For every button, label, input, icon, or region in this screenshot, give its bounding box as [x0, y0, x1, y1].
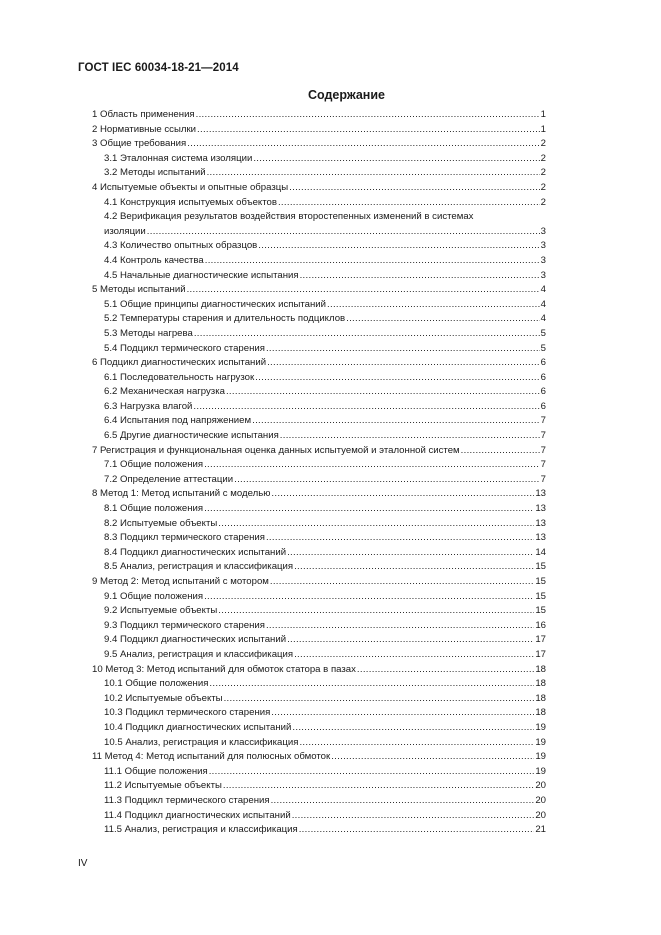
toc-entry-page: 18 — [535, 678, 546, 690]
toc-dot-leader — [258, 239, 539, 254]
toc-entry-title: 11.4 Подцикл диагностических испытаний — [104, 809, 291, 821]
toc-entry[interactable] — [78, 385, 546, 400]
toc-entry[interactable] — [78, 663, 546, 678]
toc-entry-page: 18 — [535, 707, 546, 719]
toc-entry[interactable] — [78, 342, 546, 357]
toc-dot-leader — [218, 604, 534, 619]
toc-entry-title: 2 Нормативные ссылки — [92, 123, 197, 135]
toc-entry-title: 4.5 Начальные диагностические испытания — [104, 269, 299, 281]
toc-entry-title: 10.2 Испытуемые объекты — [104, 692, 223, 704]
toc-entry-title: 10.4 Подцикл диагностических испытаний — [104, 721, 292, 733]
toc-dot-leader — [209, 765, 535, 780]
toc-entry-title: 7.1 Общие положения — [104, 459, 204, 471]
toc-entry-page: 20 — [535, 780, 546, 792]
toc-dot-leader — [271, 794, 535, 809]
toc-entry-page: 21 — [535, 824, 546, 836]
toc-dot-leader — [187, 137, 539, 152]
toc-entry-page: 2 — [540, 138, 546, 150]
toc-entry[interactable] — [78, 633, 546, 648]
toc-entry-title: 11.1 Общие положения — [104, 765, 208, 777]
toc-entry-page: 2 — [540, 181, 546, 193]
toc-entry[interactable] — [78, 823, 546, 838]
toc-entry-title: 3 Общие требования — [92, 138, 187, 150]
toc-entry[interactable] — [78, 225, 546, 240]
toc-dot-leader — [209, 677, 534, 692]
toc-dot-leader — [204, 458, 540, 473]
toc-entry-title: 10.5 Анализ, регистрация и классификация — [104, 736, 299, 748]
toc-entry-title: 11.5 Анализ, регистрация и классификация — [104, 824, 298, 836]
toc-title — [0, 88, 661, 102]
toc-entry-page: 1 — [540, 123, 546, 135]
toc-entry-title: 5.3 Методы нагрева — [104, 327, 193, 339]
toc-entry-page: 1 — [540, 109, 546, 120]
toc-entry-page: 3 — [540, 240, 546, 252]
toc-entry-title: 11.3 Подцикл термического старения — [104, 794, 270, 806]
toc-entry-page: 18 — [535, 692, 546, 704]
toc-entry-page: 15 — [535, 590, 546, 602]
toc-entry-title: 3.2 Методы испытаний — [104, 167, 206, 179]
toc-entry-title: 10 Метод 3: Метод испытаний для обмоток статора в пазах — [92, 663, 356, 675]
toc-entry-page: 15 — [535, 605, 546, 617]
toc-entry[interactable] — [78, 765, 546, 780]
toc-entry[interactable] — [78, 429, 546, 444]
toc-entry-title: 10.1 Общие положения — [104, 678, 209, 690]
toc-entry-title: 7 Регистрация и функциональная оценка данных испытуемой и эталонной систем — [92, 444, 460, 456]
toc-dot-leader — [271, 706, 534, 721]
toc-entry[interactable] — [78, 269, 546, 284]
toc-entry[interactable] — [78, 546, 546, 561]
toc-entry[interactable] — [78, 692, 546, 707]
toc-entry[interactable] — [78, 750, 546, 765]
toc-entry-page: 15 — [535, 561, 546, 573]
toc-entry-title: 6.4 Испытания под напряжением — [104, 415, 252, 427]
toc-dot-leader — [218, 517, 534, 532]
toc-entry-page: 20 — [535, 809, 546, 821]
toc-dot-leader — [226, 385, 540, 400]
toc-dot-leader — [289, 181, 540, 196]
toc-dot-leader — [252, 414, 540, 429]
toc-dot-leader — [266, 531, 534, 546]
toc-entry-page: 13 — [535, 488, 546, 500]
toc-entry-page: 7 — [540, 444, 546, 456]
toc-dot-leader — [255, 371, 539, 386]
toc-entry-page: 19 — [535, 721, 546, 733]
toc-entry[interactable] — [78, 794, 546, 809]
toc-entry-page: 20 — [535, 794, 546, 806]
document-standard-header: ГОСТ IEC 60034-18-21—2014 — [78, 62, 239, 74]
toc-entry-title: 8.2 Испытуемые объекты — [104, 517, 218, 529]
toc-entry-title: 8 Метод 1: Метод испытаний с моделью — [92, 488, 271, 500]
toc-entry-page: 6 — [540, 357, 546, 369]
toc-dot-leader — [196, 108, 540, 123]
toc-dot-leader — [253, 152, 539, 167]
toc-entry[interactable] — [78, 254, 546, 269]
toc-entry[interactable] — [78, 648, 546, 663]
toc-entry[interactable] — [78, 706, 546, 721]
toc-entry-title: 5 Методы испытаний — [92, 284, 186, 296]
toc-entry[interactable] — [78, 575, 546, 590]
toc-entry-page: 13 — [535, 503, 546, 515]
toc-dot-leader — [197, 123, 540, 138]
toc-entry-page: 17 — [535, 634, 546, 646]
toc-entry-title: 4.3 Количество опытных образцов — [104, 240, 258, 252]
toc-title-text: Содержание — [307, 88, 385, 102]
toc-entry[interactable] — [78, 619, 546, 634]
toc-entry[interactable] — [78, 809, 546, 824]
toc-entry-title: 6.3 Нагрузка влагой — [104, 400, 193, 412]
toc-entry-title: 8.3 Подцикл термического старения — [104, 532, 265, 544]
toc-entry[interactable] — [78, 371, 546, 386]
toc-entry-page: 15 — [535, 576, 546, 587]
toc-entry-page: 4 — [540, 284, 546, 296]
toc-entry[interactable] — [78, 604, 546, 619]
toc-entry-page: 19 — [535, 751, 546, 763]
toc-entry[interactable] — [78, 356, 546, 371]
toc-dot-leader — [294, 648, 534, 663]
toc-entry[interactable] — [78, 590, 546, 605]
toc-dot-leader — [187, 283, 540, 298]
toc-dot-leader — [299, 736, 534, 751]
toc-entry-title: 9.5 Анализ, регистрация и классификация — [104, 648, 294, 660]
toc-entry-title: 11 Метод 4: Метод испытаний для полюсных обмоток — [92, 751, 331, 763]
toc-dot-leader — [357, 663, 534, 678]
toc-entry-page: 18 — [535, 663, 546, 675]
toc-entry-title: изоляции — [104, 225, 146, 237]
toc-entry-title: 4.4 Контроль качества — [104, 254, 204, 266]
toc-entry[interactable] — [78, 414, 546, 429]
toc-entry[interactable] — [78, 312, 546, 327]
toc-entry-title: 1 Область применения — [92, 109, 195, 120]
toc-dot-leader — [300, 269, 540, 284]
toc-dot-leader — [223, 779, 534, 794]
toc-entry[interactable] — [78, 736, 546, 751]
toc-entry-title: 11.2 Испытуемые объекты — [104, 780, 222, 792]
toc-entry-page: 13 — [535, 517, 546, 529]
toc-entry-page: 3 — [540, 254, 546, 266]
toc-entry[interactable] — [78, 444, 546, 459]
page-number: IV — [78, 858, 88, 869]
toc-entry[interactable] — [78, 196, 546, 211]
table-of-contents — [78, 108, 546, 838]
toc-dot-leader — [346, 312, 540, 327]
toc-dot-leader — [234, 473, 540, 488]
toc-entry[interactable] — [78, 517, 546, 532]
toc-entry[interactable] — [78, 239, 546, 254]
toc-entry-title: 6.2 Механическая нагрузка — [104, 386, 225, 398]
toc-entry-title: 10.3 Подцикл термического старения — [104, 707, 271, 719]
toc-entry[interactable] — [78, 137, 546, 152]
toc-entry-title: 7.2 Определение аттестации — [104, 473, 234, 485]
toc-entry[interactable] — [78, 502, 546, 517]
toc-entry-page: 19 — [535, 765, 546, 777]
toc-entry-title: 9 Метод 2: Метод испытаний с мотором — [92, 576, 269, 587]
toc-dot-leader — [278, 196, 540, 211]
toc-entry-title: 9.3 Подцикл термического старения — [104, 619, 265, 631]
toc-entry[interactable] — [78, 779, 546, 794]
toc-dot-leader — [287, 633, 534, 648]
toc-entry-page: 7 — [540, 430, 546, 442]
toc-dot-leader — [205, 254, 540, 269]
toc-entry-title: 5.4 Подцикл термического старения — [104, 342, 265, 354]
toc-entry[interactable] — [78, 283, 546, 298]
toc-entry[interactable] — [78, 181, 546, 196]
toc-entry[interactable] — [78, 166, 546, 181]
toc-entry-title: 8.1 Общие положения — [104, 503, 204, 515]
toc-dot-leader — [292, 721, 534, 736]
toc-entry-page: 16 — [535, 619, 546, 631]
toc-entry-page: 5 — [540, 327, 546, 339]
toc-entry-page: 14 — [535, 546, 546, 558]
toc-dot-leader — [270, 575, 534, 590]
toc-entry-page: 19 — [535, 736, 546, 748]
toc-entry-page: 5 — [540, 342, 546, 354]
toc-entry-page: 2 — [540, 152, 546, 164]
toc-dot-leader — [327, 298, 540, 313]
toc-entry-title: 9.2 Испытуемые объекты — [104, 605, 218, 617]
toc-entry-page: 4 — [540, 298, 546, 310]
toc-dot-leader — [204, 590, 534, 605]
toc-dot-leader — [207, 166, 540, 181]
toc-entry[interactable] — [78, 531, 546, 546]
toc-entry-page: 7 — [540, 459, 546, 471]
toc-entry[interactable] — [78, 473, 546, 488]
toc-entry[interactable] — [78, 298, 546, 313]
toc-entry[interactable] — [78, 677, 546, 692]
toc-entry-title: 8.4 Подцикл диагностических испытаний — [104, 546, 287, 558]
toc-dot-leader — [331, 750, 534, 765]
toc-dot-leader — [267, 356, 540, 371]
toc-dot-leader — [266, 342, 540, 357]
toc-entry-title: 6.5 Другие диагностические испытания — [104, 430, 279, 442]
toc-entry-title: 9.4 Подцикл диагностических испытаний — [104, 634, 287, 646]
toc-entry-page: 3 — [540, 225, 546, 237]
toc-dot-leader — [294, 560, 534, 575]
toc-dot-leader — [292, 809, 535, 824]
toc-entry[interactable] — [78, 458, 546, 473]
toc-entry-title: 3.1 Эталонная система изоляции — [104, 152, 253, 164]
toc-entry-page: 2 — [540, 196, 546, 208]
toc-entry-wrapped-line: 4.2 Верификация результатов воздействия второстепенных изменений в системах — [104, 211, 474, 223]
toc-entry[interactable] — [78, 152, 546, 167]
toc-entry[interactable] — [78, 108, 546, 123]
toc-dot-leader — [271, 487, 534, 502]
toc-entry-title: 8.5 Анализ, регистрация и классификация — [104, 561, 294, 573]
toc-dot-leader — [280, 429, 540, 444]
toc-entry-page: 17 — [535, 648, 546, 660]
toc-entry-title: 5.1 Общие принципы диагностических испытаний — [104, 298, 327, 310]
toc-entry[interactable] — [78, 721, 546, 736]
toc-dot-leader — [193, 400, 539, 415]
toc-entry-title: 6.1 Последовательность нагрузок — [104, 371, 255, 383]
toc-entry-title: 4 Испытуемые объекты и опытные образцы — [92, 181, 289, 193]
toc-entry[interactable] — [78, 123, 546, 138]
toc-dot-leader — [224, 692, 535, 707]
toc-entry-page: 2 — [540, 167, 546, 179]
toc-entry-page: 4 — [540, 313, 546, 325]
toc-dot-leader — [147, 225, 540, 240]
toc-entry-title: 6 Подцикл диагностических испытаний — [92, 357, 267, 369]
toc-entry-title: 9.1 Общие положения — [104, 590, 204, 602]
toc-dot-leader — [266, 619, 534, 634]
toc-entry[interactable] — [78, 327, 546, 342]
toc-entry-page: 13 — [535, 532, 546, 544]
toc-entry-page: 6 — [540, 371, 546, 383]
toc-dot-leader — [299, 823, 535, 838]
toc-entry-page: 7 — [540, 415, 546, 427]
toc-entry[interactable] — [78, 560, 546, 575]
toc-dot-leader — [194, 327, 540, 342]
toc-dot-leader — [461, 444, 540, 459]
toc-entry-page: 3 — [540, 269, 546, 281]
toc-dot-leader — [287, 546, 534, 561]
toc-entry-title: 4.1 Конструкция испытуемых объектов — [104, 196, 277, 208]
toc-entry[interactable] — [78, 487, 546, 502]
toc-entry-title: 5.2 Температуры старения и длительность подциклов — [104, 313, 346, 325]
toc-entry-page: 6 — [540, 386, 546, 398]
toc-entry[interactable] — [78, 400, 546, 415]
toc-entry-page: 7 — [540, 473, 546, 485]
toc-dot-leader — [204, 502, 534, 517]
toc-entry-page: 6 — [540, 400, 546, 412]
